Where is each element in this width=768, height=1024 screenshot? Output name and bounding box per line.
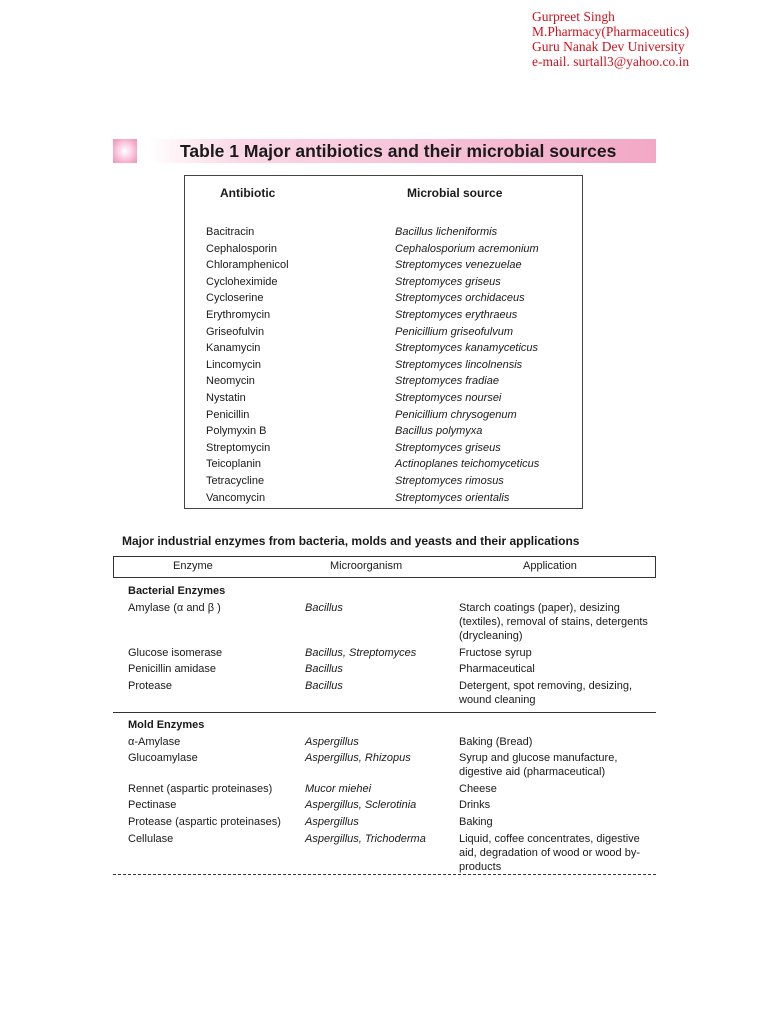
author-degree: M.Pharmacy(Pharmaceutics): [532, 24, 690, 39]
antibiotic-name: Streptomycin: [206, 441, 271, 454]
enzyme-column-header: Enzyme: [173, 560, 213, 572]
application-column-header: Application: [523, 560, 577, 572]
microorganism-name: Aspergillus, Trichoderma: [305, 833, 426, 845]
microorganism-name: Mucor miehei: [305, 783, 372, 795]
enzyme-name: Protease (aspartic proteinases): [128, 816, 281, 828]
application-text: Fructose syrup: [459, 647, 532, 659]
microorganism-name: Aspergillus, Sclerotinia: [305, 799, 417, 811]
application-text: Syrup and glucose manufacture, digestive aid (pharmaceutical): [459, 752, 618, 778]
enzyme-name: Cellulase: [128, 833, 174, 845]
source-column-header: Microbial source: [407, 186, 503, 200]
page-bottom-dashed-line: [113, 874, 656, 875]
microorganism-name: Bacillus: [305, 680, 343, 692]
enzyme-name: Penicillin amidase: [128, 663, 217, 675]
application-text: Baking (Bread): [459, 736, 533, 748]
microbial-source: Streptomyces orientalis: [395, 491, 510, 504]
antibiotic-name: Teicoplanin: [206, 458, 262, 471]
antibiotic-name: Penicillin: [206, 408, 250, 421]
microorganism-name: Aspergillus, Rhizopus: [305, 752, 411, 764]
antibiotic-name: Cycloserine: [206, 292, 264, 305]
microbial-source: Streptomyces fradiae: [395, 375, 499, 388]
microbial-source: Actinoplanes teichomyceticus: [395, 458, 540, 471]
microbial-source: Bacillus polymyxa: [395, 425, 483, 438]
table1-title: Table 1 Major antibiotics and their microbial sources: [180, 141, 617, 161]
application-text: Drinks: [459, 799, 491, 811]
enzyme-name: Glucoamylase: [128, 752, 198, 764]
microbial-source: Streptomyces venezuelae: [395, 259, 522, 272]
microbial-source: Streptomyces orchidaceus: [395, 292, 525, 305]
enzymes-table-title: Major industrial enzymes from bacteria, molds and yeasts and their applications: [122, 534, 580, 548]
application-text: Detergent, spot removing, desizing, wound cleaning: [459, 680, 633, 706]
enzyme-name: Amylase (α and β ): [128, 602, 221, 614]
antibiotic-name: Erythromycin: [206, 308, 271, 321]
author-name: Gurpreet Singh: [532, 9, 615, 24]
enzyme-name: Pectinase: [128, 799, 177, 811]
author-university: Guru Nanak Dev University: [532, 39, 685, 54]
enzyme-name: Protease: [128, 680, 173, 692]
enzyme-name: Glucose isomerase: [128, 647, 223, 659]
microbial-source: Streptomyces griseus: [395, 275, 501, 288]
microorganism-name: Aspergillus: [305, 816, 359, 828]
microbial-source: Streptomyces noursei: [395, 391, 502, 404]
antibiotic-name: Neomycin: [206, 375, 255, 388]
author-block: [532, 9, 689, 69]
application-text: Pharmaceutical: [459, 663, 535, 675]
microbial-source: Bacillus licheniformis: [395, 226, 498, 238]
microorganism-column-header: Microorganism: [330, 560, 403, 572]
microorganism-name: Aspergillus: [305, 736, 359, 748]
microbial-source: Streptomyces rimosus: [395, 474, 504, 487]
mold-section-title: Mold Enzymes: [128, 719, 205, 731]
antibiotic-name: Griseofulvin: [206, 325, 265, 338]
microbial-source: Penicillium griseofulvum: [395, 325, 513, 338]
antibiotic-name: Chloramphenicol: [206, 259, 289, 272]
antibiotic-name: Kanamycin: [206, 342, 261, 355]
enzymes-table-header: [113, 556, 656, 578]
microbial-source: Streptomyces kanamyceticus: [395, 342, 539, 355]
microbial-source: Streptomyces erythraeus: [395, 308, 518, 321]
antibiotic-column-header: Antibiotic: [220, 186, 276, 200]
microorganism-name: Bacillus: [305, 663, 343, 675]
author-email: e-mail. surtall3@yahoo.co.in: [532, 54, 690, 69]
application-text: Baking: [459, 816, 493, 828]
antibiotic-name: Nystatin: [206, 391, 246, 404]
antibiotic-name: Vancomycin: [206, 491, 266, 504]
microorganism-name: Bacillus: [305, 602, 343, 614]
title-marker-square: [113, 139, 137, 163]
antibiotic-name: Lincomycin: [206, 358, 262, 371]
bacterial-section-title: Bacterial Enzymes: [128, 585, 226, 597]
section-divider: [113, 712, 656, 713]
antibiotic-name: Cycloheximide: [206, 275, 278, 288]
antibiotic-name: Polymyxin B: [206, 425, 267, 438]
application-text: Starch coatings (paper), desizing (textiles), removal of stains, detergents (drycleaning): [459, 602, 648, 642]
antibiotic-name: Tetracycline: [206, 474, 265, 487]
application-text: Cheese: [459, 783, 497, 795]
antibiotic-name: Cephalosporin: [206, 242, 277, 255]
microorganism-name: Bacillus, Streptomyces: [305, 647, 417, 659]
microbial-source: Cephalosporium acremonium: [395, 242, 539, 255]
enzyme-name: Rennet (aspartic proteinases): [128, 783, 273, 795]
microbial-source: Penicillium chrysogenum: [395, 408, 517, 421]
microbial-source: Streptomyces griseus: [395, 441, 501, 454]
microbial-source: Streptomyces lincolnensis: [395, 358, 523, 371]
antibiotic-name: Bacitracin: [206, 226, 255, 238]
enzyme-name: α-Amylase: [128, 736, 181, 748]
application-text: Liquid, coffee concentrates, digestive aid, degradation of wood or wood by-products: [459, 833, 641, 873]
